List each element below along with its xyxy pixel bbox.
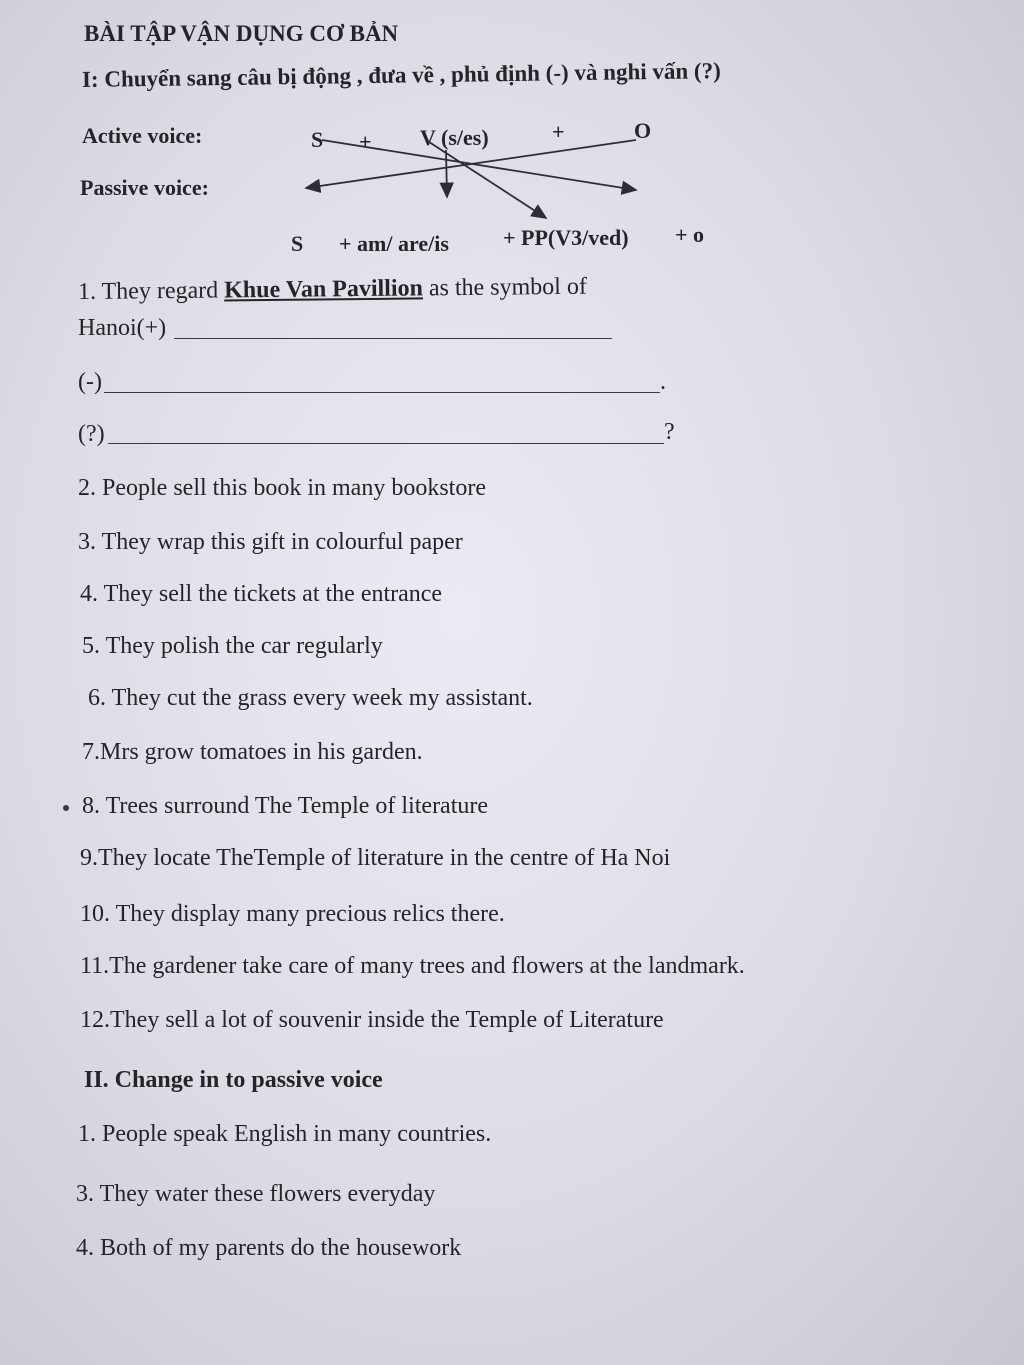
formula-verb: V (s/es) <box>420 125 489 150</box>
question-1-line2: Hanoi(+) <box>78 315 167 341</box>
exercise-item: 9.They locate TheTemple of literature in the centre of Ha Noi <box>80 845 671 871</box>
section-2-heading: II. Change in to passive voice <box>84 1067 383 1093</box>
passive-be: + am/ are/is <box>339 231 449 256</box>
formula-plus: + <box>552 119 565 144</box>
passive-object: + o <box>675 222 705 247</box>
negative-label: (-) <box>78 369 102 395</box>
exercise-item: 10. They display many precious relics there. <box>80 901 505 927</box>
exercise-item: 3. They wrap this gift in colourful paper <box>78 529 463 555</box>
negative-end-mark: . <box>660 369 666 395</box>
exercise-item: 4. Both of my parents do the housework <box>76 1235 462 1261</box>
question-label: (?) <box>78 421 105 447</box>
exercise-item: 1. People speak English in many countries. <box>78 1121 492 1147</box>
underlined-phrase: Khue Van Pavillion <box>224 275 424 304</box>
worksheet-title: BÀI TẬP VẬN DỤNG CƠ BẢN <box>84 21 399 46</box>
section-1-heading: I: Chuyển sang câu bị động , đưa về , phủ định (-) và nghi vấn (?) <box>81 58 721 92</box>
formula-subject: S <box>311 127 324 152</box>
answer-line-question[interactable] <box>108 443 664 444</box>
active-voice-label: Active voice: <box>82 123 203 148</box>
exercise-item: 4. They sell the tickets at the entrance <box>80 581 443 607</box>
formula-plus: + <box>359 129 372 154</box>
exercise-item: 3. They water these flowers everyday <box>76 1181 436 1207</box>
question-1-suffix: as the symbol of <box>422 273 588 302</box>
arrow-verb-to-pp <box>426 140 546 218</box>
question-1-prefix: 1. They regard <box>77 277 225 305</box>
answer-line-negative[interactable] <box>104 392 660 393</box>
formula-object: O <box>634 118 652 143</box>
question-1 <box>78 273 587 306</box>
exercise-item: 5. They polish the car regularly <box>82 633 383 659</box>
exercise-item: 7.Mrs grow tomatoes in his garden. <box>82 739 423 765</box>
passive-subject: S <box>291 231 304 256</box>
exercise-item: 8. Trees surround The Temple of literature <box>82 793 489 819</box>
passive-voice-label: Passive voice: <box>80 175 209 200</box>
bullet-dot <box>63 805 69 811</box>
exercise-item: 11.The gardener take care of many trees and flowers at the landmark. <box>80 953 745 979</box>
question-end-mark: ? <box>664 419 675 445</box>
passive-participle: + PP(V3/ved) <box>503 225 629 250</box>
arrow-verb-to-be <box>446 150 447 197</box>
exercise-item: 6. They cut the grass every week my assistant. <box>88 685 533 711</box>
answer-line-affirmative[interactable] <box>174 338 612 339</box>
exercise-item: 12.They sell a lot of souvenir inside the Temple of Literature <box>80 1007 664 1033</box>
transformation-arrows <box>0 0 1024 260</box>
exercise-item: 2. People sell this book in many bookstore <box>78 475 486 501</box>
